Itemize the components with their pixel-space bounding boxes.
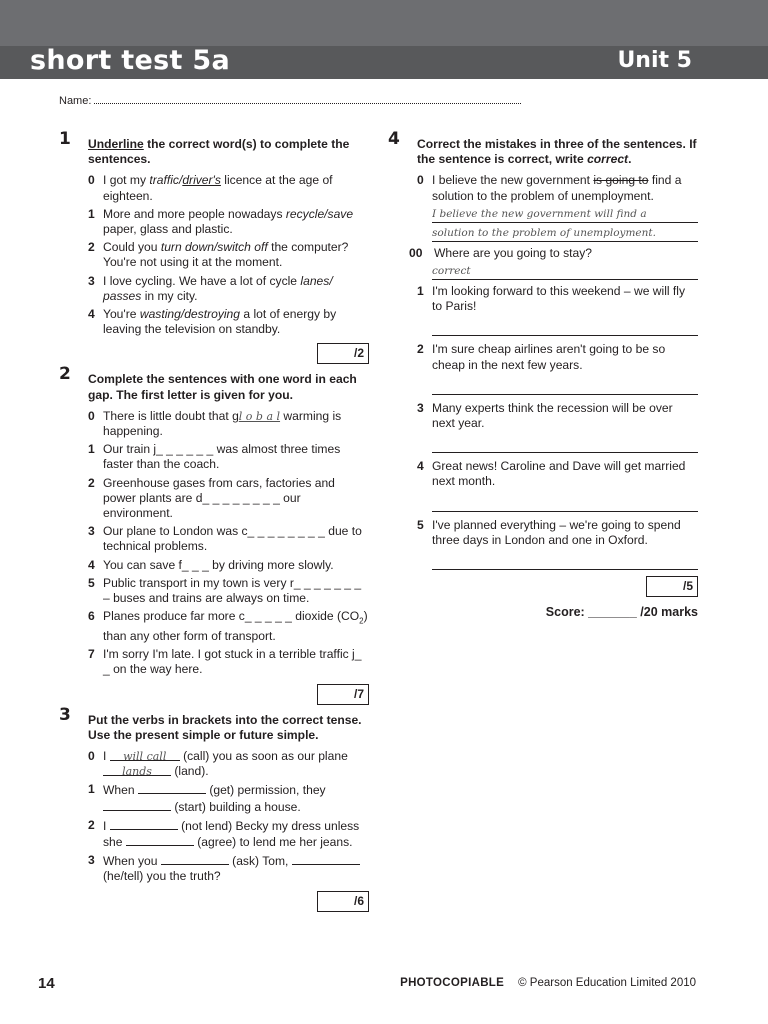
answer-blank[interactable] — [103, 799, 171, 811]
answer-blank: lands — [103, 764, 171, 776]
exercise-1 — [59, 129, 369, 364]
question-item[interactable]: 7 I'm sorry I'm late. I got stuck in a terrible traffic j_ _ on the way here. — [88, 647, 362, 677]
question-item: 0 I got my traffic/driver's licence at the age of eighteen. — [88, 173, 333, 203]
question-item[interactable]: 3 Our plane to London was c_ _ _ _ _ _ _ _ due to technical problems. — [88, 524, 362, 554]
question-item: 3 I love cycling. We have a lot of cycle lanes/ passes in my city. — [88, 273, 333, 303]
question-item: 1 More and more people nowadays recycle/save paper, glass and plastic. — [88, 206, 354, 237]
answer-line[interactable] — [432, 490, 698, 512]
question-item: 1 When (get) permission, they (start) building a house. — [88, 782, 326, 814]
name-field[interactable] — [59, 95, 521, 107]
exercise-3 — [59, 704, 369, 912]
question-item: 1 I'm looking forward to this weekend – we will fly to Paris! — [417, 284, 698, 336]
exercise-number: 3 — [59, 704, 71, 725]
question-item: 2 I'm sure cheap airlines aren't going to be so cheap in the next few years. — [417, 342, 698, 394]
score-box[interactable]: /5 — [646, 576, 698, 597]
handwritten-answer: l o b a l — [238, 409, 281, 423]
exercise-instruction: Correct the mistakes in three of the sentences. If the sentence is correct, write correct. — [417, 137, 697, 167]
left-column — [59, 129, 369, 920]
top-strip — [0, 0, 768, 46]
answer-blank[interactable] — [126, 834, 194, 846]
answer-line[interactable] — [432, 431, 698, 453]
exercise-2 — [59, 364, 369, 704]
answer-blank[interactable] — [110, 818, 178, 830]
handwritten-answer: correct — [432, 262, 698, 280]
unit-label: Unit 5 — [617, 48, 692, 73]
question-item: 4 Great news! Caroline and Dave will get married next month. — [417, 459, 698, 511]
question-item[interactable]: 1 Our train j_ _ _ _ _ _ was almost three times faster than the coach. — [88, 442, 341, 472]
copyright-text: © Pearson Education Limited 2010 — [518, 977, 696, 989]
photocopiable-label: PHOTOCOPIABLE — [400, 977, 505, 989]
exercise-4 — [388, 129, 698, 620]
question-item[interactable]: 6 Planes produce far more c_ _ _ _ _ dioxide $(CO_2)$ than any other form of transport. — [88, 609, 368, 643]
exercise-number: 2 — [59, 364, 71, 385]
exercise-instruction: Underline the correct word(s) to complete the sentences. — [88, 137, 350, 167]
question-item: 4 You're wasting/destroying a lot of energy by leaving the television on standby. — [88, 307, 337, 337]
test-title: short test 5a — [30, 45, 230, 76]
question-item: 5 I've planned everything – we're going to spend three days in London and one in Oxford. — [417, 518, 698, 570]
answer-line[interactable] — [432, 373, 698, 395]
question-item: 0 I will call (call) you as soon as our plane lands (land). — [88, 748, 348, 779]
total-score: Score: _______ /20 marks — [545, 605, 698, 620]
answer-line[interactable] — [432, 314, 698, 336]
exercise-instruction: Complete the sentences with one word in each gap. The first letter is given for you. — [88, 372, 357, 402]
question-item[interactable]: 5 Public transport in my town is very r_ _ _ _ _ _ _ – buses and trains are always on time. — [88, 575, 362, 606]
answer-blank[interactable] — [161, 853, 229, 865]
question-item: 00 Where are you going to stay? correct — [417, 246, 698, 280]
question-item[interactable]: 4 You can save f_ _ _ by driving more slowly. — [88, 557, 334, 572]
handwritten-answer: I believe the new government will find a — [432, 205, 698, 223]
page-number: 14 — [38, 975, 55, 992]
answer-blank[interactable] — [292, 853, 360, 865]
exercise-instruction: Put the verbs in brackets into the correct tense. Use the present simple or future simple. — [88, 712, 362, 742]
question-item: 0 There is little doubt that gl o b a l warming is happening. — [88, 408, 342, 439]
title-banner — [0, 46, 768, 79]
answer-blank[interactable] — [138, 782, 206, 794]
answer-blank: will call — [110, 749, 180, 761]
question-item[interactable]: 2 Greenhouse gases from cars, factories and power plants are d_ _ _ _ _ _ _ _ our environment. — [88, 475, 335, 521]
name-dotted-line — [94, 95, 521, 104]
score-box[interactable]: /7 — [317, 684, 369, 705]
score-box[interactable]: /2 — [317, 343, 369, 364]
score-box[interactable]: /6 — [317, 891, 369, 912]
name-label: Name: — [59, 95, 92, 107]
footer-credit — [400, 977, 696, 989]
right-column — [388, 129, 698, 620]
question-item: 2 Could you turn down/switch off the computer? You're not using it at the moment. — [88, 240, 349, 270]
question-item: 0 I believe the new government is going to find a solution to the problem of unemployment. I believe the new government will find a solution to the problem of unemployment. — [417, 173, 698, 241]
handwritten-answer: solution to the problem of unemployment. — [432, 224, 698, 242]
question-item: 2 I (not lend) Becky my dress unless she (agree) to lend me her jeans. — [88, 817, 360, 849]
exercise-number: 4 — [388, 129, 400, 149]
exercise-number: 1 — [59, 129, 71, 149]
question-item: 3 When you (ask) Tom, (he/tell) you the truth? — [88, 853, 369, 884]
question-item: 3 Many experts think the recession will be over next year. — [417, 401, 698, 453]
answer-line[interactable] — [432, 548, 698, 570]
